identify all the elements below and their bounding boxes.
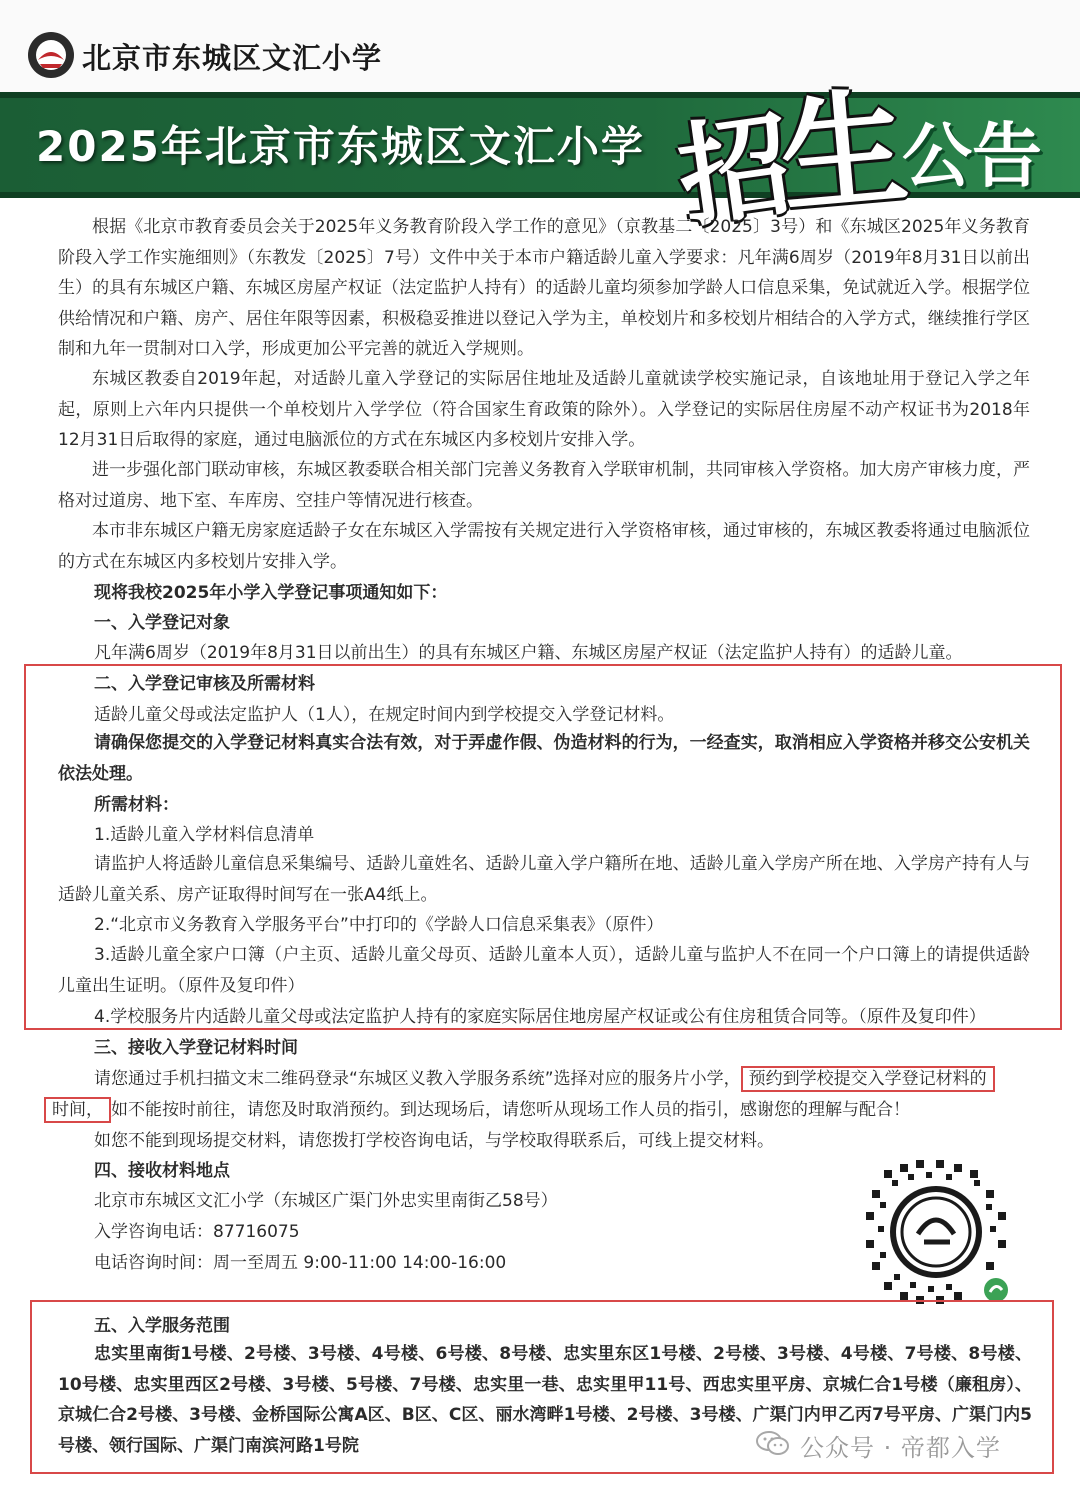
watermark-text: 公众号 · 帝都入学: [800, 1434, 1001, 1462]
banner-big-char-1: 招: [670, 98, 800, 245]
section-3-text-a: 请您通过手机扫描文末二维码登录“东城区义教入学服务系统”选择对应的服务片小学，: [94, 1069, 741, 1089]
school-logo-icon: [26, 30, 76, 80]
materials-title: 所需材料：: [94, 795, 179, 815]
intro-paragraph-4: 本市非东城区户籍无房家庭适龄子女在东城区入学需按有关规定进行入学资格审核，通过审核的，东城区教委将通过电脑派位的方式在东城区内多校划片安排入学。: [58, 521, 1030, 572]
material-3: 3.适龄儿童全家户口簿（户主页、适龄儿童父母页、适龄儿童本人页），适龄儿童与监护人不在同一个户口簿上的请提供适龄儿童出生证明。（原件及复印件）: [58, 945, 1030, 996]
intro-paragraph-2: 东城区教委自2019年起，对适龄儿童入学登记的实际居住地址及适龄儿童就读学校实施记录，自该地址用于登记入学之年起，原则上六年内只提供一个单校划片入学学位（符合国家生育政策的除外）。入学登记的实际居住房屋不动产权证书为2018年12月31日后取得的家庭，通过电脑派位的方式在东城区内多校划片安排入学。: [58, 369, 1030, 450]
section-3-text-b: 如不能按时前往，请您及时取消预约。到达现场后，请您听从现场工作人员的指引，感谢您的理解与配合！: [111, 1100, 910, 1120]
banner-big-char-2: 生: [774, 72, 914, 232]
notice-line: 现将我校2025年小学入学登记事项通知如下：: [94, 583, 448, 603]
section-1-text: 凡年满6周岁（2019年8月31日以前出生）的具有东城区户籍、东城区房屋产权证（法定监护人持有）的适龄儿童。: [94, 643, 963, 663]
intro-paragraph-1: 根据《北京市教育委员会关于2025年义务教育阶段入学工作的意见》（京教基二〔2025〕3号）和《东城区2025年义务教育阶段入学工作实施细则》（东教发〔2025〕7号）文件中关于本市户籍适龄儿童入学要求：凡年满6周岁（2019年8月31日以前出生）的具有东城区户籍、东城区房屋产权证（法定监护人持有）的适龄儿童均须参加学龄人口信息采集，免试就近入学。根据学位供给情况和户籍、房产、居住年限等因素，积极稳妥推进以登记入学为主，单校划片和多校划片相结合的入学方式，继续推行学区制和九年一贯制对口入学，形成更加公平完善的就近入学规则。: [58, 217, 1030, 359]
banner-title: 2025年北京市东城区文汇小学: [36, 122, 645, 171]
intro-paragraph-3: 进一步强化部门联动审核，东城区教委联合相关部门完善义务教育入学联审机制，共同审核入学资格。加大房产审核力度，严格对过道房、地下室、车库房、空挂户等情况进行核查。: [58, 460, 1030, 511]
section-3-line-2: [44, 1095, 910, 1120]
school-name: 北京市东城区文汇小学: [82, 41, 383, 75]
section-2-title: 二、入学登记审核及所需材料: [94, 674, 315, 694]
banner-big-chars-3: 公告: [902, 114, 1042, 197]
material-2: 2.“北京市义务教育入学服务平台”中打印的《学龄人口信息采集表》（原件）: [94, 915, 664, 935]
section-3-line-1: [94, 1064, 995, 1089]
section-5-title: 五、入学服务范围: [94, 1316, 230, 1336]
section-4-title: 四、接收材料地点: [94, 1161, 230, 1181]
section-1-title: 一、入学登记对象: [94, 613, 230, 633]
consult-hours: 电话咨询时间：周一至周五 9:00-11:00 14:00-16:00: [94, 1253, 507, 1273]
consult-phone: 入学咨询电话：87716075: [94, 1222, 300, 1242]
highlight-time: 时间，: [44, 1097, 111, 1123]
page-header: [0, 0, 1080, 92]
section-2-warning: 请确保您提交的入学登记材料真实合法有效，对于弄虚作假、伪造材料的行为，一经查实，取消相应入学资格并移交公安机关依法处理。: [58, 733, 1030, 784]
mini-program-qr-code-icon[interactable]: [854, 1150, 1018, 1314]
section-3-title: 三、接收入学登记材料时间: [94, 1038, 298, 1058]
material-1-title: 1.适龄儿童入学材料信息清单: [94, 825, 315, 845]
section-2-text: 适龄儿童父母或法定监护人（1人），在规定时间内到学校提交入学登记材料。: [94, 705, 675, 725]
wechat-icon: [756, 1430, 790, 1456]
school-address: 北京市东城区文汇小学（东城区广渠门外忠实里南街乙58号）: [94, 1191, 558, 1211]
material-4: 4.学校服务片内适龄儿童父母或法定监护人持有的家庭实际居住地房屋产权证或公有住房租赁合同等。（原件及复印件）: [94, 1007, 986, 1027]
material-1-text: 请监护人将适龄儿童信息采集编号、适龄儿童姓名、适龄儿童入学户籍所在地、适龄儿童入学房产所在地、入学房产持有人与适龄儿童关系、房产证取得时间写在一张A4纸上。: [58, 854, 1030, 905]
section-3-line-3: 如您不能到现场提交材料，请您拨打学校咨询电话，与学校取得联系后，可线上提交材料。: [94, 1131, 774, 1151]
highlight-appointment: 预约到学校提交入学登记材料的: [741, 1066, 995, 1092]
service-area-list: 忠实里南街1号楼、2号楼、3号楼、4号楼、6号楼、8号楼、忠实里东区1号楼、2号楼、3号楼、4号楼、7号楼、8号楼、10号楼、忠实里西区2号楼、3号楼、5号楼、7号楼、忠实里一巷、忠实里甲11号、西忠实里平房、京城仁合1号楼（廉租房）、京城仁合2号楼、3号楼、金桥国际公寓A区、B区、C区、丽水湾畔1号楼、2号楼、3号楼、广渠门内甲乙丙7号平房、广渠门内5号楼、领行国际、广渠门南滨河路1号院: [58, 1344, 1032, 1456]
